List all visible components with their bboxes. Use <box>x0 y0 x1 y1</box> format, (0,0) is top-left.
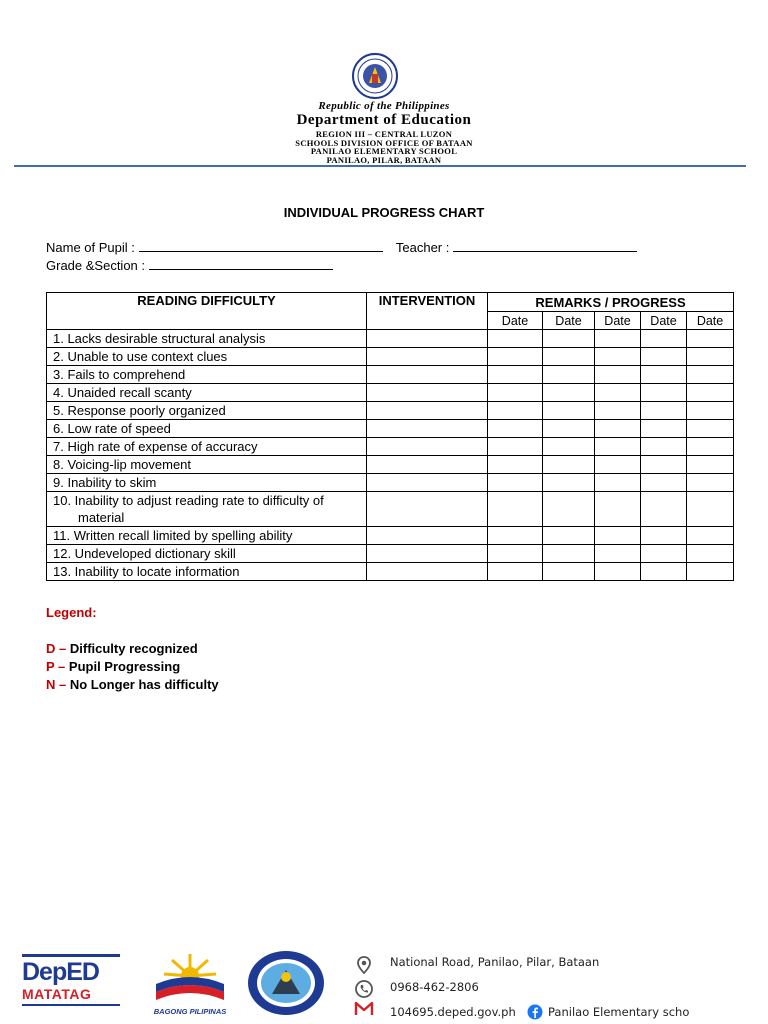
col-remarks-progress: REMARKS / PROGRESS <box>488 293 734 312</box>
phone-icon <box>354 979 374 999</box>
col-reading-difficulty: READING DIFFICULTY <box>47 293 367 330</box>
intervention-cell[interactable] <box>367 474 488 492</box>
matatag-text: MATATAG <box>22 986 92 1002</box>
header-address: PANILAO, PILAR, BATAAN <box>326 155 442 165</box>
date-header: Date <box>595 312 641 330</box>
legend-text: Difficulty recognized <box>69 641 198 656</box>
reading-difficulty-cell: 12. Undeveloped dictionary skill <box>47 545 367 563</box>
pupil-label: Name of Pupil : <box>46 240 135 255</box>
progress-date-cell[interactable] <box>641 456 687 474</box>
reading-difficulty-text-cont: material <box>78 510 125 525</box>
progress-date-cell[interactable] <box>488 474 543 492</box>
intervention-cell[interactable] <box>367 348 488 366</box>
progress-date-cell[interactable] <box>595 456 641 474</box>
teacher-name-blank[interactable] <box>453 240 637 252</box>
progress-date-cell[interactable] <box>543 402 595 420</box>
grade-label: Grade &Section : <box>46 258 145 273</box>
progress-date-cell[interactable] <box>687 366 734 384</box>
progress-date-cell[interactable] <box>543 563 595 581</box>
table-row <box>47 402 734 420</box>
progress-date-cell[interactable] <box>488 563 543 581</box>
header-region: REGION III – CENTRAL LUZON <box>315 129 453 139</box>
progress-date-cell[interactable] <box>543 438 595 456</box>
progress-date-cell[interactable] <box>488 366 543 384</box>
legend-key: P – <box>46 659 66 674</box>
progress-date-cell[interactable] <box>543 420 595 438</box>
legend-key: N – <box>46 677 67 692</box>
header-school: PANILAO ELEMENTARY SCHOOL <box>310 146 458 156</box>
table-row <box>47 492 734 527</box>
progress-date-cell[interactable] <box>488 492 543 527</box>
intervention-cell[interactable] <box>367 563 488 581</box>
table-row <box>47 456 734 474</box>
progress-date-cell[interactable] <box>543 384 595 402</box>
progress-date-cell[interactable] <box>641 366 687 384</box>
progress-date-cell[interactable] <box>543 348 595 366</box>
progress-date-cell[interactable] <box>595 527 641 545</box>
progress-date-cell[interactable] <box>488 420 543 438</box>
header-republic: Republic of the Philippines <box>318 100 450 112</box>
legend-key: D – <box>46 641 67 656</box>
table-row <box>47 527 734 545</box>
legend-text: No Longer has difficulty <box>69 677 219 692</box>
bagong-pilipinas-text: BAGONG PILIPINAS <box>153 1007 227 1016</box>
progress-date-cell[interactable] <box>641 420 687 438</box>
date-header: Date <box>488 312 543 330</box>
reading-difficulty-cell: 11. Written recall limited by spelling ability <box>47 527 367 545</box>
reading-difficulty-cell: 3. Fails to comprehend <box>47 366 367 384</box>
reading-difficulty-cell: 9. Inability to skim <box>47 474 367 492</box>
progress-date-cell[interactable] <box>641 545 687 563</box>
intervention-cell[interactable] <box>367 456 488 474</box>
intervention-cell[interactable] <box>367 420 488 438</box>
reading-difficulty-cell: 1. Lacks desirable structural analysis <box>47 330 367 348</box>
progress-date-cell[interactable] <box>595 563 641 581</box>
progress-date-cell[interactable] <box>687 545 734 563</box>
progress-date-cell[interactable] <box>687 348 734 366</box>
page-title: INDIVIDUAL PROGRESS CHART <box>283 205 485 220</box>
header-divider <box>14 165 746 167</box>
pupil-name-blank[interactable] <box>139 240 383 252</box>
reading-difficulty-cell <box>47 492 367 527</box>
progress-date-cell[interactable] <box>488 402 543 420</box>
progress-date-cell[interactable] <box>641 492 687 527</box>
progress-date-cell[interactable] <box>641 330 687 348</box>
legend-title: Legend: <box>46 605 97 620</box>
school-phone: 0968-462-2806 <box>390 980 479 994</box>
progress-date-cell[interactable] <box>595 420 641 438</box>
school-seal-logo <box>246 950 326 1016</box>
reading-difficulty-cell: 6. Low rate of speed <box>47 420 367 438</box>
progress-date-cell[interactable] <box>641 438 687 456</box>
table-row <box>47 420 734 438</box>
progress-date-cell[interactable] <box>687 527 734 545</box>
date-header: Date <box>641 312 687 330</box>
location-pin-icon <box>354 955 374 975</box>
progress-date-cell[interactable] <box>595 330 641 348</box>
progress-date-cell[interactable] <box>641 474 687 492</box>
col-intervention: INTERVENTION <box>367 293 488 330</box>
progress-date-cell[interactable] <box>641 527 687 545</box>
progress-date-cell[interactable] <box>488 527 543 545</box>
reading-difficulty-cell: 2. Unable to use context clues <box>47 348 367 366</box>
deped-logo-text: DepED <box>22 958 99 986</box>
progress-date-cell[interactable] <box>595 438 641 456</box>
reading-difficulty-text: 10. Inability to adjust reading rate to difficulty of <box>53 493 324 508</box>
table-row <box>47 563 734 581</box>
date-header: Date <box>687 312 734 330</box>
table-row <box>47 545 734 563</box>
progress-date-cell[interactable] <box>488 438 543 456</box>
grade-section-blank[interactable] <box>149 258 333 270</box>
intervention-cell[interactable] <box>367 366 488 384</box>
progress-date-cell[interactable] <box>543 527 595 545</box>
progress-date-cell[interactable] <box>595 474 641 492</box>
intervention-cell[interactable] <box>367 402 488 420</box>
teacher-label: Teacher : <box>395 240 450 255</box>
intervention-cell[interactable] <box>367 527 488 545</box>
progress-date-cell[interactable] <box>595 348 641 366</box>
progress-table <box>46 292 734 581</box>
progress-date-cell[interactable] <box>488 330 543 348</box>
progress-date-cell[interactable] <box>488 348 543 366</box>
progress-date-cell[interactable] <box>687 456 734 474</box>
progress-date-cell[interactable] <box>641 563 687 581</box>
header-department: Department of Education <box>296 112 472 128</box>
table-row <box>47 474 734 492</box>
progress-date-cell[interactable] <box>543 474 595 492</box>
intervention-cell[interactable] <box>367 492 488 527</box>
table-row <box>47 348 734 366</box>
progress-date-cell[interactable] <box>687 384 734 402</box>
school-address: National Road, Panilao, Pilar, Bataan <box>390 955 600 969</box>
progress-date-cell[interactable] <box>543 492 595 527</box>
progress-date-cell[interactable] <box>641 348 687 366</box>
intervention-cell[interactable] <box>367 330 488 348</box>
intervention-cell[interactable] <box>367 384 488 402</box>
intervention-cell[interactable] <box>367 438 488 456</box>
progress-date-cell[interactable] <box>687 563 734 581</box>
progress-date-cell[interactable] <box>543 545 595 563</box>
progress-date-cell[interactable] <box>641 402 687 420</box>
header-division: SCHOOLS DIVISION OFFICE OF BATAAN <box>295 138 473 148</box>
reading-difficulty-cell: 5. Response poorly organized <box>47 402 367 420</box>
table-row <box>47 384 734 402</box>
date-header: Date <box>543 312 595 330</box>
progress-date-cell[interactable] <box>595 366 641 384</box>
progress-date-cell[interactable] <box>595 492 641 527</box>
progress-date-cell[interactable] <box>687 492 734 527</box>
reading-difficulty-cell: 13. Inability to locate information <box>47 563 367 581</box>
progress-date-cell[interactable] <box>543 456 595 474</box>
progress-date-cell[interactable] <box>687 474 734 492</box>
progress-date-cell[interactable] <box>687 438 734 456</box>
reading-difficulty-cell: 7. High rate of expense of accuracy <box>47 438 367 456</box>
progress-date-cell[interactable] <box>595 402 641 420</box>
progress-date-cell[interactable] <box>687 420 734 438</box>
legend-item <box>46 659 180 674</box>
school-email[interactable]: 104695.deped.gov.ph <box>390 1005 516 1019</box>
progress-date-cell[interactable] <box>488 545 543 563</box>
pupil-teacher-row <box>46 240 637 255</box>
progress-date-cell[interactable] <box>543 330 595 348</box>
legend-item <box>46 641 198 656</box>
bagong-pilipinas-emblem <box>142 950 238 1002</box>
progress-date-cell[interactable] <box>595 545 641 563</box>
email-icon <box>354 1001 374 1017</box>
facebook-icon <box>527 1004 543 1020</box>
progress-date-cell[interactable] <box>488 456 543 474</box>
intervention-cell[interactable] <box>367 545 488 563</box>
progress-date-cell[interactable] <box>595 384 641 402</box>
table-row <box>47 330 734 348</box>
bagong-pilipinas-logo <box>142 950 238 1016</box>
progress-date-cell[interactable] <box>543 366 595 384</box>
progress-date-cell[interactable] <box>641 384 687 402</box>
legend-item <box>46 677 219 692</box>
deped-seal-logo <box>333 52 417 100</box>
reading-difficulty-cell: 8. Voicing-lip movement <box>47 456 367 474</box>
table-row <box>47 366 734 384</box>
grade-section-row <box>46 258 333 273</box>
progress-date-cell[interactable] <box>488 384 543 402</box>
table-row <box>47 438 734 456</box>
school-facebook[interactable]: Panilao Elementary scho <box>548 1005 690 1019</box>
reading-difficulty-cell: 4. Unaided recall scanty <box>47 384 367 402</box>
progress-date-cell[interactable] <box>687 330 734 348</box>
legend-text: Pupil Progressing <box>68 659 181 674</box>
deped-matatag-logo <box>22 954 122 1014</box>
progress-date-cell[interactable] <box>687 402 734 420</box>
